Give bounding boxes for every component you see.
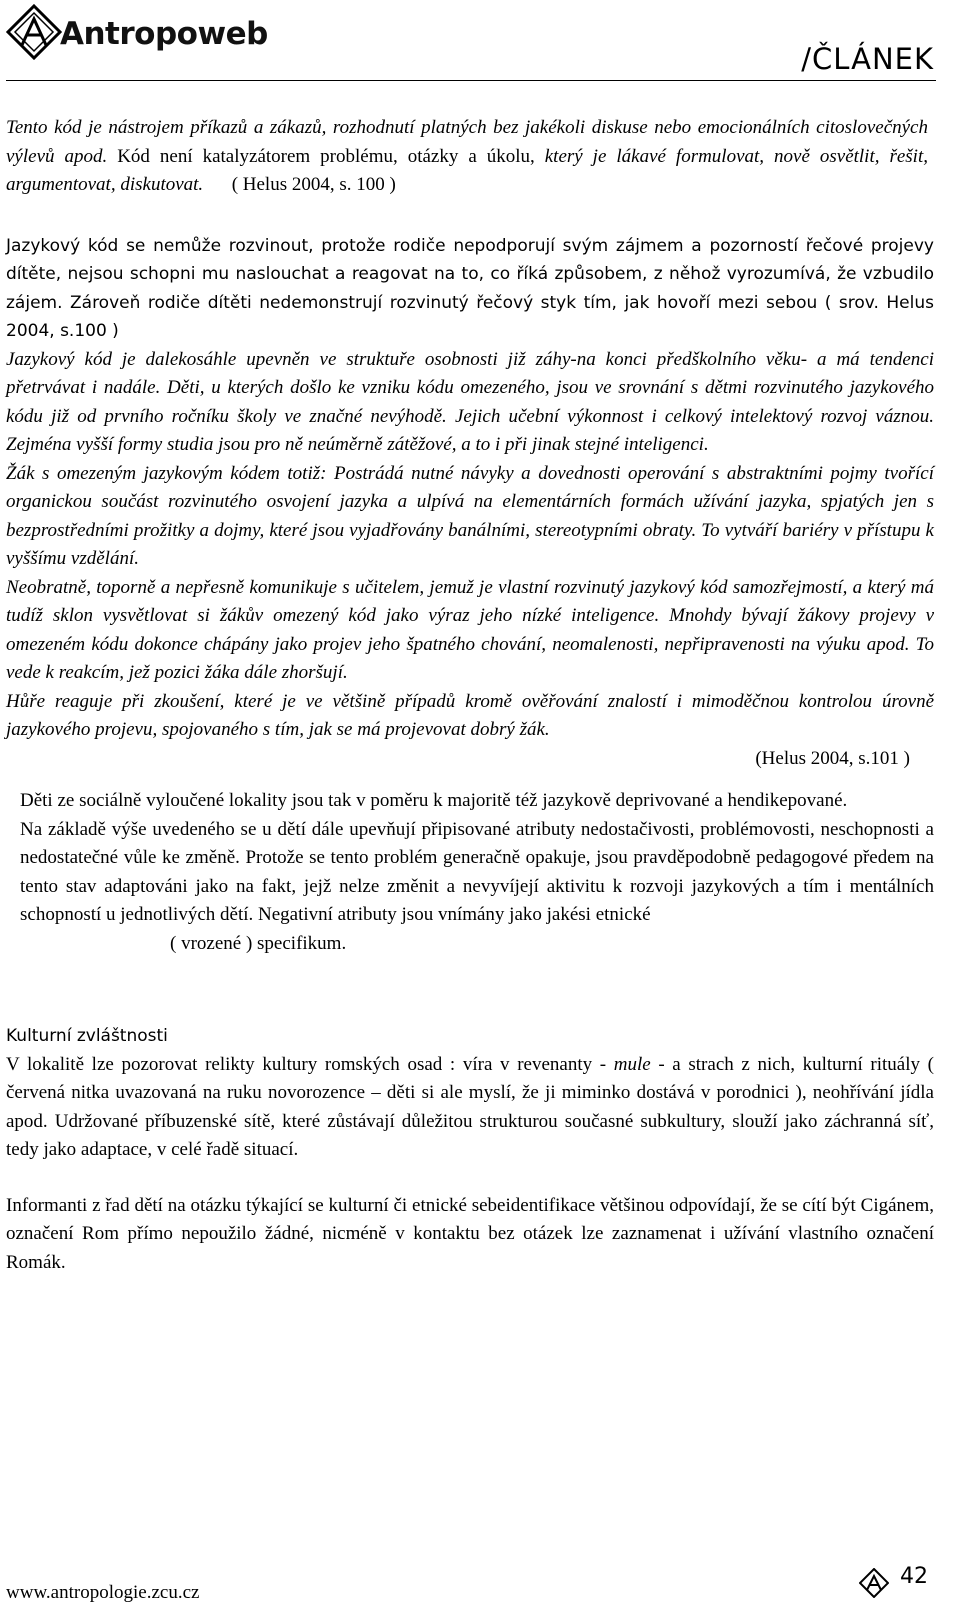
paragraph-examination (6, 688, 934, 745)
brand-name: Antropoweb (60, 16, 268, 52)
body-text: - a strach z nich, kulturní rituály ( červená nitka uvazovaná na ruku novorozence – děti si ale myslí, že ji miminko dostává v porodnici ), neohřívání jídla apod. Udržované příbuzenské sítě, které zůstávají důležitou strukturou současné subkultury, slouží jako záchranná síť, tedy jako adaptace, v celé řadě situací. (6, 1053, 934, 1160)
paragraph-code-fixation (6, 346, 934, 460)
body-text: Jazykový kód se nemůže rozvinout, protože rodiče nepodporují svým zájmem a pozorností řečové projevy dítěte, nejsou schopni mu naslouchat a reagovat na to, co říká způsobem, z něhož vyrozumívá, že vzbudilo zájem. (6, 235, 934, 313)
paragraph-group-deprivation (6, 787, 934, 958)
paragraph-attributes: Na základě výše uvedeného se u dětí dále upevňují připisované atributy nedostačivosti, problémovosti, neschopnosti a nedostatečné vůle ke změně. Protože se tento problém generačně opakuje, jsou pravděpodobně pedagogové předem na tento stav adaptováni jako na fakt, jejž nelze změnit a nevyvíjejí aktivitu k rozvoji jazykových a tím i mentálních schopností u jednotlivých dětí. Negativní atributy jsou vnímány jako jakési etnické (20, 818, 934, 925)
page-footer (0, 1540, 960, 1617)
italic-term: mule (613, 1053, 651, 1075)
italic-text: Neobratně, toporně a nepřesně komunikuje s učitelem, jemuž je vlastní rozvinutý jazykový kód samozřejmostí, a který má tudíž sklon vysvětlovat si žákův omezený kód jako výraz jeho nízké inteligence. Mnohdy bývají žákovy projevy v omezeném kódu dokonce chápány jako projev jeho špatného chování, neomalenosti, nepřipravenosti na výuku apod. To vede k reakcím, jež pozici žáka dále zhoršují. (6, 576, 934, 683)
paragraph-informants: Informanti z řad dětí na otázku týkající se kulturní či etnické sebeidentifikace většinou odpovídají, že se cítí být Cigánem, označení Rom přímo nepoužilo žádné, nicméně v kontaktu bez otázek lze zaznamenat i užívání vlastního označení Romák. (6, 1194, 934, 1273)
italic-text: Hůře reaguje při zkoušení, které je ve většině případů kromě ověřování znalostí i mimoděčnou kontrolou úrovně jazykového projevu, spojovaného s tím, jak se má projevovat dobrý žák. (6, 690, 934, 740)
paragraph-culture (6, 1051, 934, 1165)
section-heading-culture: Kulturní zvláštnosti (6, 1026, 168, 1046)
footer-url[interactable]: www.antropologie.zcu.cz (6, 1582, 200, 1603)
paragraph-language-code (6, 232, 934, 346)
paragraph-communication (6, 574, 934, 688)
page-number: 42 (900, 1564, 928, 1589)
section-label: /ČLÁNEK (801, 42, 934, 76)
page-header (0, 0, 960, 84)
antropoweb-small-logo-icon (859, 1568, 889, 1598)
antropoweb-logo-icon (6, 4, 62, 60)
paragraph-attributes-end: ( vrozené ) specifikum. (170, 932, 347, 954)
italic-text: Jazykový kód je dalekosáhle upevněn ve struktuře osobnosti již záhy-na konci předškolního věku- a má tendenci přetrvávat i nadále. Děti, u kterých došlo ke vzniku kódu omezeného, jsou ve srovnání s dětmi rozvinutého jazykového kódu již od prvního ročníku školy ve značné nevýhodě. Jejich učební výkonnost i celkový intelektový rozvoj váznou. Zejména vyšší formy studia jsou pro ně neúměrně zátěžové, a to i při jinak stejné inteligenci. (6, 348, 934, 455)
body-text: Kód není katalyzátorem problému, otázky a úkolu, (107, 145, 545, 167)
italic-text: Žák s omezeným jazykovým kódem totiž: Postrádá nutné návyky a dovednosti operování s abstraktními pojmy tvořící organickou součást rozvinutého osvojení jazyka a ulpívá na elementárních formách užívání jazyka, spjatých jen s bezprostředními prožitky a dojmy, které jsou vyjadřovány banálními, stereotypními obraty. To vytváří bariéry v přístupu k vyššímu vzdělání. (6, 462, 934, 569)
article-body (6, 114, 934, 1277)
citation-helus: (Helus 2004, s.101 ) (755, 747, 910, 769)
citation: ( Helus 2004, s. 100 ) (231, 174, 396, 195)
italic-text: Tento kód je nástrojem příkazů a zákazů, rozhodnutí platných bez jakékoli diskuse nebo emocionálních citoslovečných výlevů apod. (6, 117, 928, 167)
italic-text: který je lákavé formulovat, nově osvětlit, řešit, argumentovat, diskutovat. (6, 145, 928, 195)
body-text: Zároveň rodiče dítěti nedemonstrují rozvinutý řečový styk tím, jak hovoří mezi sebou ( srov. Helus 2004, s.100 ) (6, 292, 934, 341)
paragraph-restricted-code (6, 460, 934, 574)
paragraph-deprivation: Děti ze sociálně vyloučené lokality jsou tak v poměru k majoritě též jazykově deprivované a hendikepované. (20, 790, 848, 811)
body-text: V lokalitě lze pozorovat relikty kultury romských osad : víra v revenanty - (6, 1053, 614, 1075)
paragraph-code-definition (6, 114, 928, 200)
header-divider (6, 80, 936, 81)
